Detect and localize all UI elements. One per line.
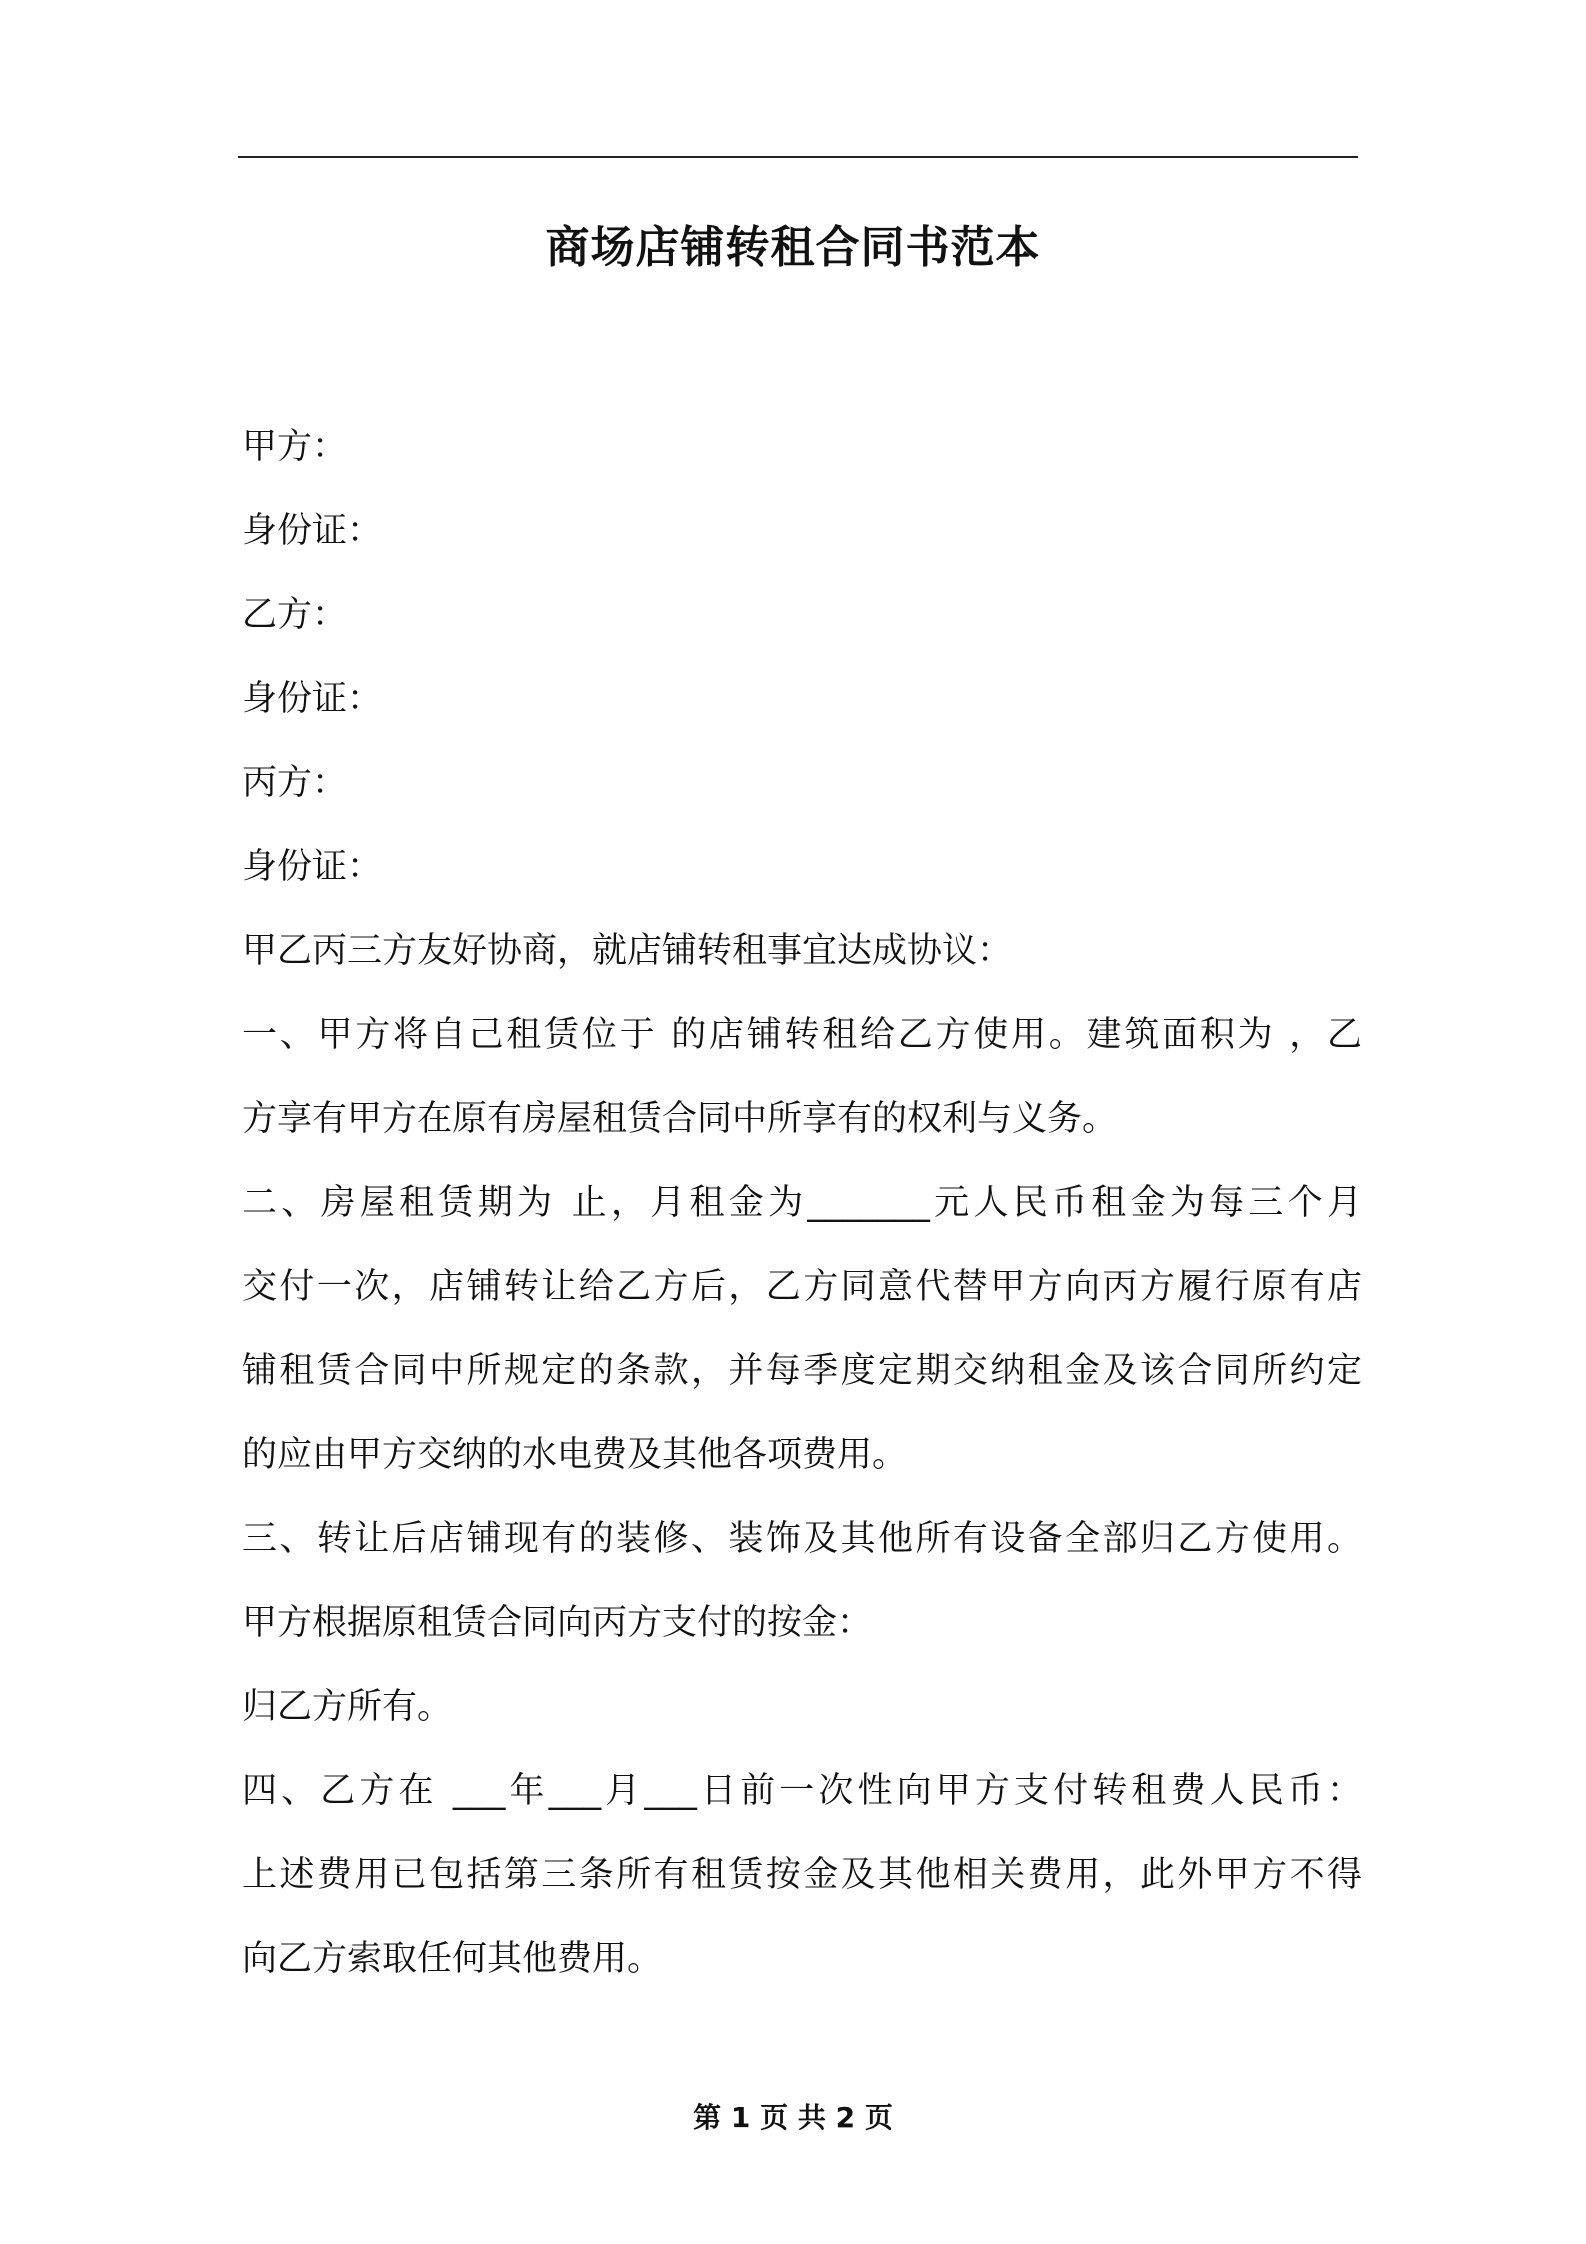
party-b-id-line: 身份证： [242, 679, 383, 719]
header-rule [238, 156, 1358, 158]
clause-3-line-1: 三、转让后店铺现有的装修、装饰及其他所有设备全部归乙方使用。 [242, 1519, 1362, 1559]
clause-4-line-1: 四、乙方在 ___年___月___日前一次性向甲方支付转租费人民币： [242, 1771, 1362, 1811]
party-b-line: 乙方： [242, 595, 348, 635]
party-c-line: 丙方： [242, 763, 348, 803]
clause-2-line-2: 交付一次，店铺转让给乙方后，乙方同意代替甲方向丙方履行原有店 [242, 1267, 1362, 1307]
party-c-id-line: 身份证： [242, 847, 383, 887]
contract-body [242, 405, 1362, 2001]
page-number-footer: 第 1 页 共 2 页 [693, 2101, 893, 2134]
clause-4-line-3: 向乙方索取任何其他费用。 [242, 1939, 663, 1979]
clause-2-line-3: 铺租赁合同中所规定的条款，并每季度定期交纳租金及该合同所约定 [242, 1351, 1362, 1391]
clause-1-line-1: 一、甲方将自己租赁位于 的店铺转租给乙方使用。建筑面积为 ，乙 [242, 1015, 1362, 1055]
party-a-id-line: 身份证： [242, 511, 383, 551]
clause-1-line-2: 方享有甲方在原有房屋租赁合同中所享有的权利与义务。 [242, 1099, 1118, 1139]
clause-4-line-2: 上述费用已包括第三条所有租赁按金及其他相关费用，此外甲方不得 [242, 1855, 1362, 1895]
clause-3-line-3: 归乙方所有。 [242, 1687, 453, 1727]
clause-3-line-2: 甲方根据原租赁合同向丙方支付的按金： [242, 1603, 873, 1643]
page-title: 商场店铺转租合同书范本 [545, 222, 1041, 273]
clause-2-line-1: 二、房屋租赁期为 止，月租金为_______元人民币租金为每三个月 [242, 1183, 1362, 1223]
clause-2-line-4: 的应由甲方交纳的水电费及其他各项费用。 [242, 1435, 908, 1475]
party-a-line: 甲方： [242, 427, 348, 467]
agreement-intro: 甲乙丙三方友好协商，就店铺转租事宜达成协议： [242, 931, 1013, 971]
